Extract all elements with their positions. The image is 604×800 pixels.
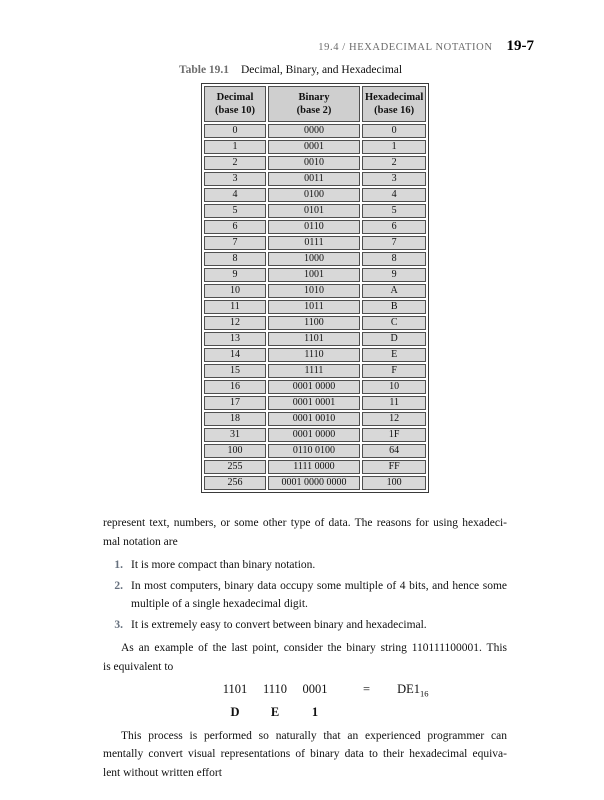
hex-digit: D	[230, 704, 240, 719]
body-text-column	[103, 514, 507, 782]
list-item	[103, 556, 507, 575]
table-cell: 1	[204, 140, 266, 154]
table-cell: 0001 0001	[268, 396, 360, 410]
column-header	[204, 86, 266, 122]
table-row	[204, 188, 426, 202]
list-item	[103, 616, 507, 635]
table-cell: 17	[204, 396, 266, 410]
table-row	[204, 124, 426, 138]
table-cell: 0	[204, 124, 266, 138]
running-head	[318, 37, 534, 55]
table-cell: 18	[204, 412, 266, 426]
binary-groups-row	[220, 680, 507, 703]
column-header-title: Binary	[298, 92, 330, 103]
table-cell: 3	[204, 172, 266, 186]
table-cell: 0111	[268, 236, 360, 250]
table-cell: 0	[362, 124, 426, 138]
table-row	[204, 252, 426, 266]
table-cell: 100	[362, 476, 426, 490]
table-cell: 0010	[268, 156, 360, 170]
table-cell: 2	[204, 156, 266, 170]
table-cell: 7	[204, 236, 266, 250]
table-row	[204, 364, 426, 378]
section-title: 19.4 / HEXADECIMAL NOTATION	[318, 42, 493, 53]
table-cell: 64	[362, 444, 426, 458]
table-cell: 7	[362, 236, 426, 250]
table-row	[204, 428, 426, 442]
table-cell: 5	[204, 204, 266, 218]
table-caption-label: Table 19.1	[179, 64, 230, 76]
table-row	[204, 412, 426, 426]
table-cell: 0101	[268, 204, 360, 218]
conversion-example	[220, 680, 507, 721]
column-header	[362, 86, 426, 122]
list-item-number: 3.	[114, 618, 123, 631]
table-row	[204, 140, 426, 154]
table-cell: D	[362, 332, 426, 346]
table-row	[204, 268, 426, 282]
table-header-row	[204, 86, 426, 122]
table-row	[204, 460, 426, 474]
list-item-number: 2.	[114, 579, 123, 592]
table-row	[204, 332, 426, 346]
hex-result: $DE1_{16}$	[397, 682, 429, 699]
table-cell: 31	[204, 428, 266, 442]
table-cell: FF	[362, 460, 426, 474]
table-row	[204, 156, 426, 170]
page-number: 19-7	[506, 38, 534, 54]
text-line: In most computers, binary data occupy some multiple of 4 bits, and hence some	[131, 579, 507, 592]
list-item	[103, 577, 507, 614]
table-cell: 14	[204, 348, 266, 362]
table-cell: B	[362, 300, 426, 314]
text-line: multiple of a single hexadecimal digit.	[131, 598, 308, 610]
table-row	[204, 220, 426, 234]
hex-digit: 1	[311, 704, 319, 719]
text-line: lent without written effort	[103, 766, 222, 779]
table-cell: 0001 0010	[268, 412, 360, 426]
text-line: It is more compact than binary notation.	[131, 559, 316, 571]
table-cell: 0110	[268, 220, 360, 234]
table-cell: 12	[204, 316, 266, 330]
equals-sign: =	[363, 682, 371, 696]
column-header-title: Hexadecimal	[365, 92, 424, 103]
table-row	[204, 444, 426, 458]
table-cell: 6	[204, 220, 266, 234]
table-cell: 0011	[268, 172, 360, 186]
table-cell: 1010	[268, 284, 360, 298]
table-cell: 11	[362, 396, 426, 410]
table-row	[204, 396, 426, 410]
table-cell: 255	[204, 460, 266, 474]
table-row	[204, 300, 426, 314]
table-cell: 16	[204, 380, 266, 394]
table-cell: 256	[204, 476, 266, 490]
table-cell: 8	[204, 252, 266, 266]
table-caption	[179, 64, 402, 76]
table-cell: 2	[362, 156, 426, 170]
table-row	[204, 380, 426, 394]
table-row	[204, 204, 426, 218]
table-cell: 0000	[268, 124, 360, 138]
list-item-number: 1.	[114, 559, 123, 571]
table-cell: 1	[362, 140, 426, 154]
table-cell: 0110 0100	[268, 444, 360, 458]
hex-digits-row	[220, 703, 507, 721]
column-header-base: (base 2)	[296, 105, 332, 116]
table-cell: 1111 0000	[268, 460, 360, 474]
list-item-text	[131, 556, 507, 575]
hex-result-subscript: 16	[419, 688, 429, 699]
table-cell: 0001 0000	[268, 380, 360, 394]
column-header	[268, 86, 360, 122]
table-cell: 4	[204, 188, 266, 202]
table-cell: 9	[204, 268, 266, 282]
paragraph-example	[103, 639, 507, 676]
table-cell: 0001 0000	[268, 428, 360, 442]
table-cell: 8	[362, 252, 426, 266]
table-cell: 1000	[268, 252, 360, 266]
table-cell: 1001	[268, 268, 360, 282]
table-cell: 13	[204, 332, 266, 346]
table-cell: C	[362, 316, 426, 330]
text-line: This process is performed so naturally that an experienced programmer can	[121, 729, 507, 742]
table-cell: 1F	[362, 428, 426, 442]
table-cell: 4	[362, 188, 426, 202]
table-cell: 0001 0000 0000	[268, 476, 360, 490]
conversion-table	[201, 83, 429, 493]
binary-group: 0001	[302, 682, 328, 696]
reasons-list	[103, 556, 507, 634]
text-line: mentally convert visual representations of binary data to their hexadecimal equiva-	[103, 748, 507, 760]
table-cell: 9	[362, 268, 426, 282]
table-cell: 1011	[268, 300, 360, 314]
table-row	[204, 348, 426, 362]
table-cell: 15	[204, 364, 266, 378]
table-body	[204, 124, 426, 490]
paragraph-intro	[103, 514, 507, 551]
table-cell: 3	[362, 172, 426, 186]
table-cell: A	[362, 284, 426, 298]
table-caption-text: Decimal, Binary, and Hexadecimal	[240, 64, 403, 76]
table-cell: E	[362, 348, 426, 362]
table-row	[204, 236, 426, 250]
table-row	[204, 316, 426, 330]
table-cell: 0001	[268, 140, 360, 154]
text-line: As an example of the last point, consider the binary string 110111100001. This	[121, 642, 507, 654]
table-cell: 11	[204, 300, 266, 314]
table-row	[204, 172, 426, 186]
hex-digit: E	[270, 704, 280, 719]
table-row	[204, 476, 426, 490]
table-cell: 10	[204, 284, 266, 298]
binary-group: 1101	[222, 682, 248, 696]
text-line: is equivalent to	[103, 660, 174, 673]
paragraph-closing	[103, 727, 507, 783]
column-header-base: (base 10)	[215, 105, 255, 116]
list-item-text	[131, 577, 507, 614]
text-line: represent text, numbers, or some other type of data. The reasons for using hexadeci-	[103, 517, 507, 529]
table-cell: 100	[204, 444, 266, 458]
text-line: mal notation are	[103, 535, 178, 548]
table-cell: 10	[362, 380, 426, 394]
binary-group: 1110	[262, 682, 288, 696]
table-cell: 0100	[268, 188, 360, 202]
column-header-base: (base 16)	[374, 105, 415, 116]
table-cell: 1110	[268, 348, 360, 362]
column-header-title: Decimal	[216, 92, 254, 103]
table-cell: 1111	[268, 364, 360, 378]
table-cell: 12	[362, 412, 426, 426]
text-line: It is extremely easy to convert between binary and hexadecimal.	[131, 618, 427, 631]
table-cell: 1100	[268, 316, 360, 330]
table-cell: 5	[362, 204, 426, 218]
list-item-text	[131, 616, 507, 635]
table-cell: F	[362, 364, 426, 378]
table-cell: 1101	[268, 332, 360, 346]
table-row	[204, 284, 426, 298]
table-cell: 6	[362, 220, 426, 234]
